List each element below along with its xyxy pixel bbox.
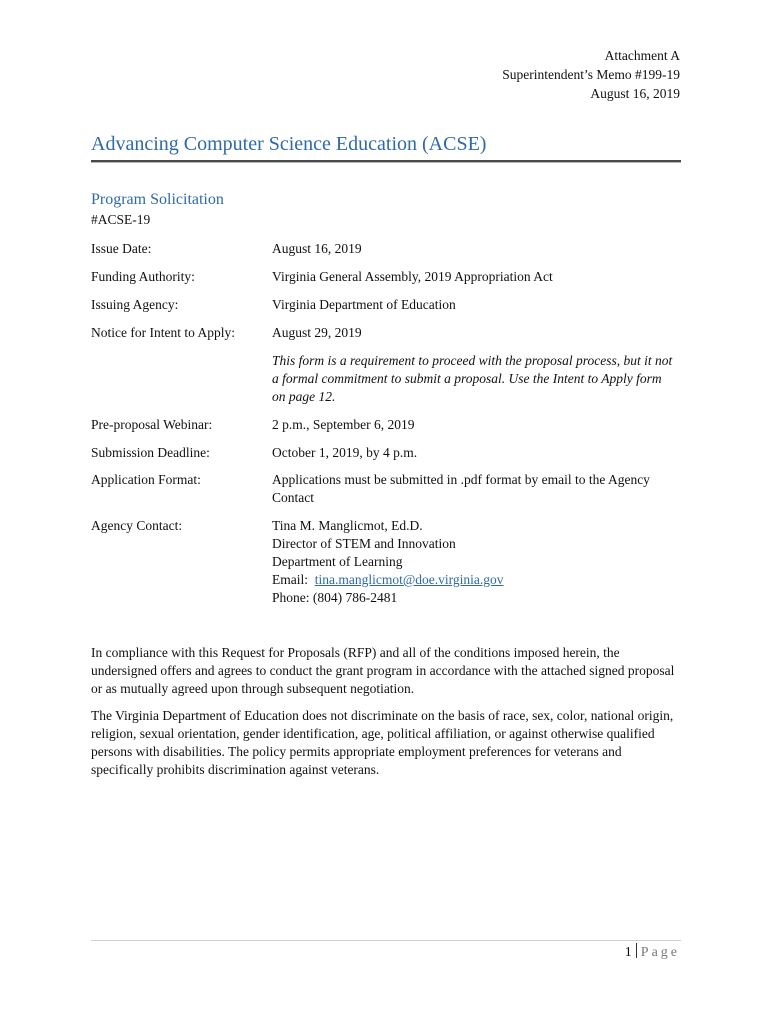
nondiscrimination-paragraph: The Virginia Department of Education does not discriminate on the basis of race, sex, color, national origin, religion, sexual orientation, gender identification, age, political affiliation, or against otherwise qualified persons with disabilities. The policy permits appropriate employment preferences for veterans and specifically prohibits discrimination against veterans. xyxy=(91,708,674,777)
memo-label: Superintendent’s Memo #199-19 xyxy=(502,67,680,82)
deadline-value: October 1, 2019, by 4 p.m. xyxy=(272,445,418,460)
document-title: Advancing Computer Science Education (ACSE) xyxy=(91,133,487,155)
page-footer xyxy=(625,943,680,961)
issuing-agency-label: Issuing Agency: xyxy=(91,297,179,312)
contact-block xyxy=(272,517,682,607)
title-divider xyxy=(91,160,681,162)
solicitation-code: #ACSE-19 xyxy=(91,212,151,227)
funding-authority-value: Virginia General Assembly, 2019 Appropriation Act xyxy=(272,269,553,284)
contact-email-row xyxy=(272,571,682,589)
webinar-label: Pre-proposal Webinar: xyxy=(91,417,213,432)
footer-divider xyxy=(91,940,681,941)
format-value: Applications must be submitted in .pdf format by email to the Agency Contact xyxy=(272,472,650,505)
deadline-label: Submission Deadline: xyxy=(91,445,210,460)
intent-note: This form is a requirement to proceed with the proposal process, but it not a formal commitment to submit a proposal. Use the Intent to Apply form on page 12. xyxy=(272,353,673,404)
footer-separator xyxy=(636,943,637,958)
page-number: 1 xyxy=(624,945,632,960)
contact-email-label: Email: xyxy=(272,572,308,587)
funding-authority-label: Funding Authority: xyxy=(91,269,195,284)
attachment-label: Attachment A xyxy=(604,48,680,63)
compliance-paragraph: In compliance with this Request for Proposals (RFP) and all of the conditions imposed herein, the undersigned offers and agrees to conduct the grant program in accordance with the attached signed proposal or as mutually agreed upon through subsequent negotiation. xyxy=(91,645,675,696)
issue-date-value: August 16, 2019 xyxy=(272,241,362,256)
notice-intent-value: August 29, 2019 xyxy=(272,325,362,340)
webinar-value: 2 p.m., September 6, 2019 xyxy=(272,417,415,432)
memo-date: August 16, 2019 xyxy=(590,86,680,101)
contact-email-link[interactable]: tina.manglicmot@doe.virginia.gov xyxy=(314,572,504,587)
document-subtitle: Program Solicitation xyxy=(91,191,224,208)
issuing-agency-value: Virginia Department of Education xyxy=(272,297,456,312)
contact-title: Director of STEM and Innovation xyxy=(272,536,456,551)
contact-phone: Phone: (804) 786-2481 xyxy=(272,590,398,605)
issue-date-label: Issue Date: xyxy=(91,241,152,256)
page-word: Page xyxy=(640,945,680,960)
notice-intent-label: Notice for Intent to Apply: xyxy=(91,325,235,340)
header-attachment-block xyxy=(502,46,680,103)
contact-department: Department of Learning xyxy=(272,554,403,569)
contact-label: Agency Contact: xyxy=(91,518,183,533)
format-label: Application Format: xyxy=(91,472,201,487)
contact-name: Tina M. Manglicmot, Ed.D. xyxy=(272,518,423,533)
